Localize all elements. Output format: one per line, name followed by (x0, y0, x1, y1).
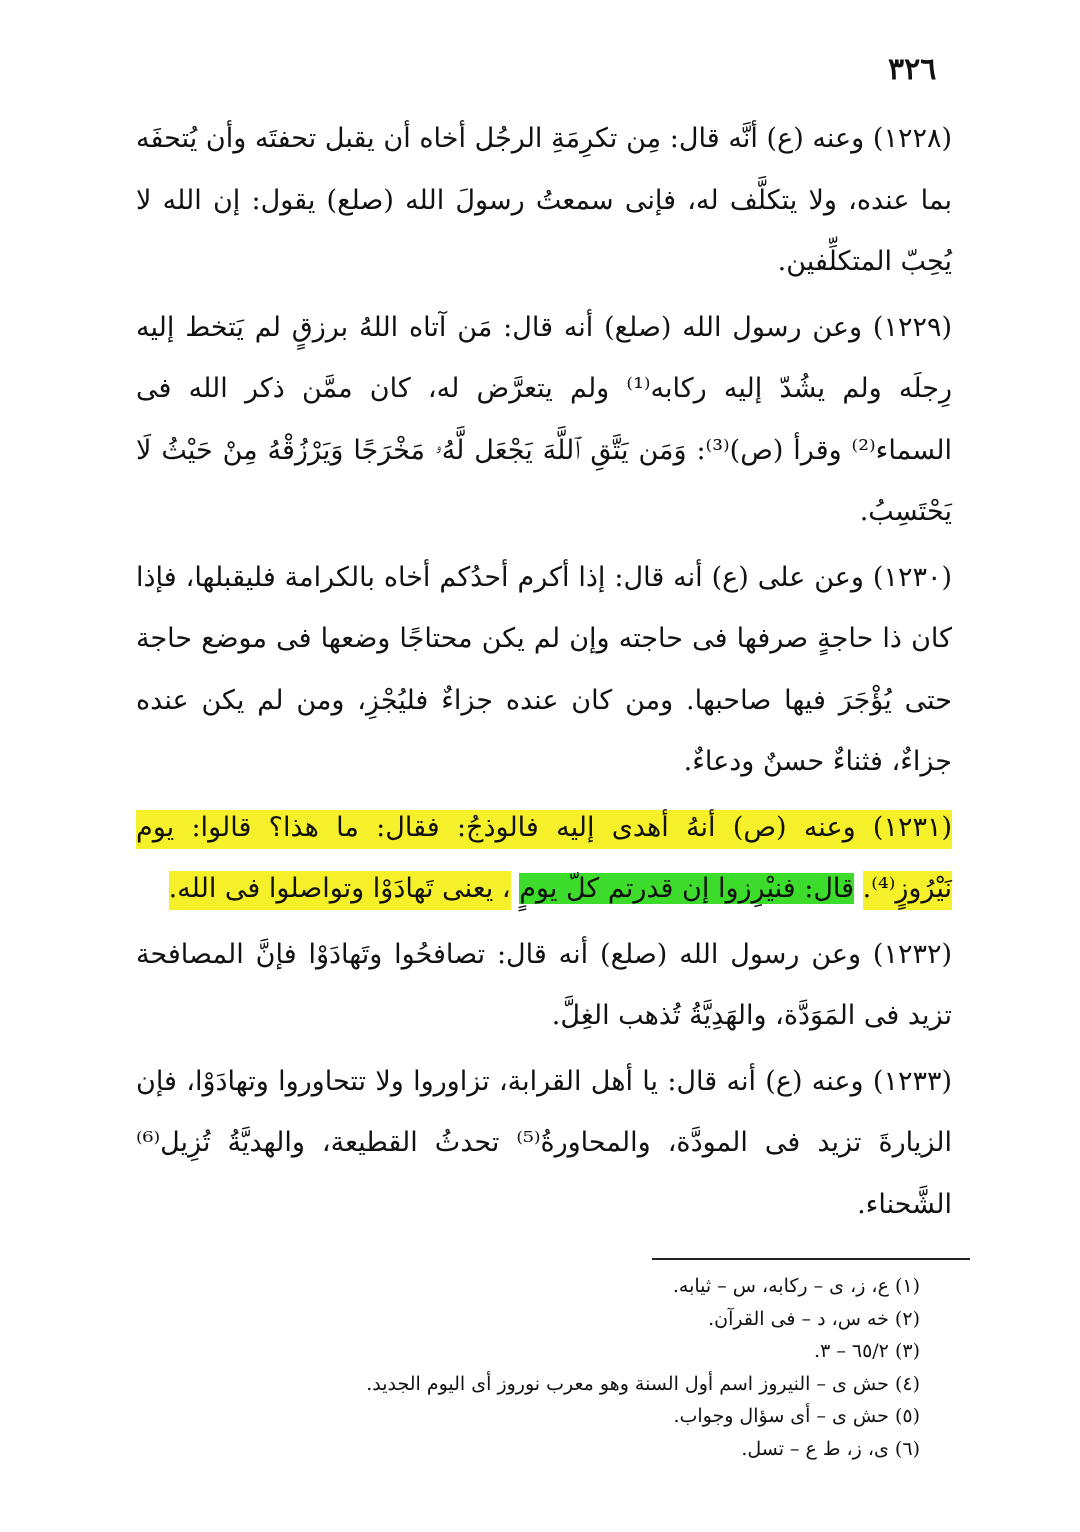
paragraph-1232: (١٢٣٢) وعن رسول الله (صلع) أنه قال: تصافحُوا وتَهادَوْا فإنَّ المصافحة تزيد فى المَوَدَّة، والهَدِيَّةُ تُذهب الغِلَّ. (136, 938, 952, 1031)
yellow-highlight-before: (١٢٣١) وعنه (ص) أنهُ أهدى إليه فالوذجُ: فقال: ما هذا؟ قالوا: يوم نَيْرُوزٍ⁽⁴⁾. (136, 810, 952, 911)
footnote-2: (٢) خه س، د – فى القرآن. (708, 1307, 920, 1330)
footnote-divider (652, 1258, 970, 1260)
footnote-3: (٣) ٦٥/٢ – ٣. (814, 1340, 920, 1362)
footnote-6: (٦) ى، ز، ط ع – تسل. (741, 1437, 920, 1460)
paragraph-1233: (١٢٣٣) وعنه (ع) أنه قال: يا أهل القرابة، تزاوروا ولا تتحاوروا وتهادَوْا، فإن الزيارةَ تزيد فى المودَّة، والمحاورةُ⁽⁵⁾ تحدثُ القطيعة، والهديَّةُ تُزِيل⁽⁶⁾ الشَّحناء. (136, 1065, 952, 1220)
paragraph-1231 (136, 797, 952, 920)
paragraph-1230: (١٢٣٠) وعن على (ع) أنه قال: إذا أكرم أحدُكم أخاه بالكرامة فليقبلها، فإذا كان ذا حاجةٍ صرفها فى حاجته وإن لم يكن محتاجًا وضعها فى موضع حاجة حتى يُؤْجَرَ فيها صاحبها. ومن كان عنده جزاءٌ فليُجْزِ، ومن لم يكن عنده جزاءٌ، فثناءٌ حسنٌ ودعاءٌ. (136, 561, 952, 777)
green-highlight: قال: فنيْرِزوا إن قدرتم كلّ يومٍ (519, 873, 855, 904)
paragraph-1228: (١٢٢٨) وعنه (ع) أنَّه قال: مِن تكرِمَةِ الرجُل أخاه أن يقبل تحفتَه وأن يُتحفَه بما عنده، ولا يتكلَّف له، فإنى سمعتُ رسولَ الله (صلع) يقول: إن الله لا يُحِبّ المتكلِّفين. (136, 123, 952, 277)
footnote-5: (٥) حش ى – أى سؤال وجواب. (673, 1405, 920, 1427)
footnotes-list (200, 1270, 920, 1465)
footnote-4: (٤) حش ى – النيروز اسم أول السنة وهو معرب نوروز أى اليوم الجديد. (366, 1372, 920, 1395)
body-text (136, 108, 952, 1235)
yellow-highlight-after: ، يعنى تَهادَوْا وتواصلوا فى الله. (169, 871, 511, 910)
paragraph-1229: (١٢٢٩) وعن رسول الله (صلع) أنه قال: مَن آتاه اللهُ برزقٍ لم يَتخط إليه رِجلَه ولم يشُدّ إليه ركابه⁽¹⁾ ولم يتعرَّض له، كان ممَّن ذكر الله فى السماء⁽²⁾ وقرأ (ص)⁽³⁾: وَمَن يَتَّقِ ٱللَّهَ يَجْعَل لَّهُۥ مَخْرَجًا وَيَرْزُقْهُ مِنْ حَيْثُ لَا يَحْتَسِبُ. (136, 311, 953, 527)
page-number: ٣٢٦ (888, 52, 937, 87)
footnote-1: (١) ع، ز، ى – ركابه، س – ثيابه. (672, 1275, 920, 1297)
